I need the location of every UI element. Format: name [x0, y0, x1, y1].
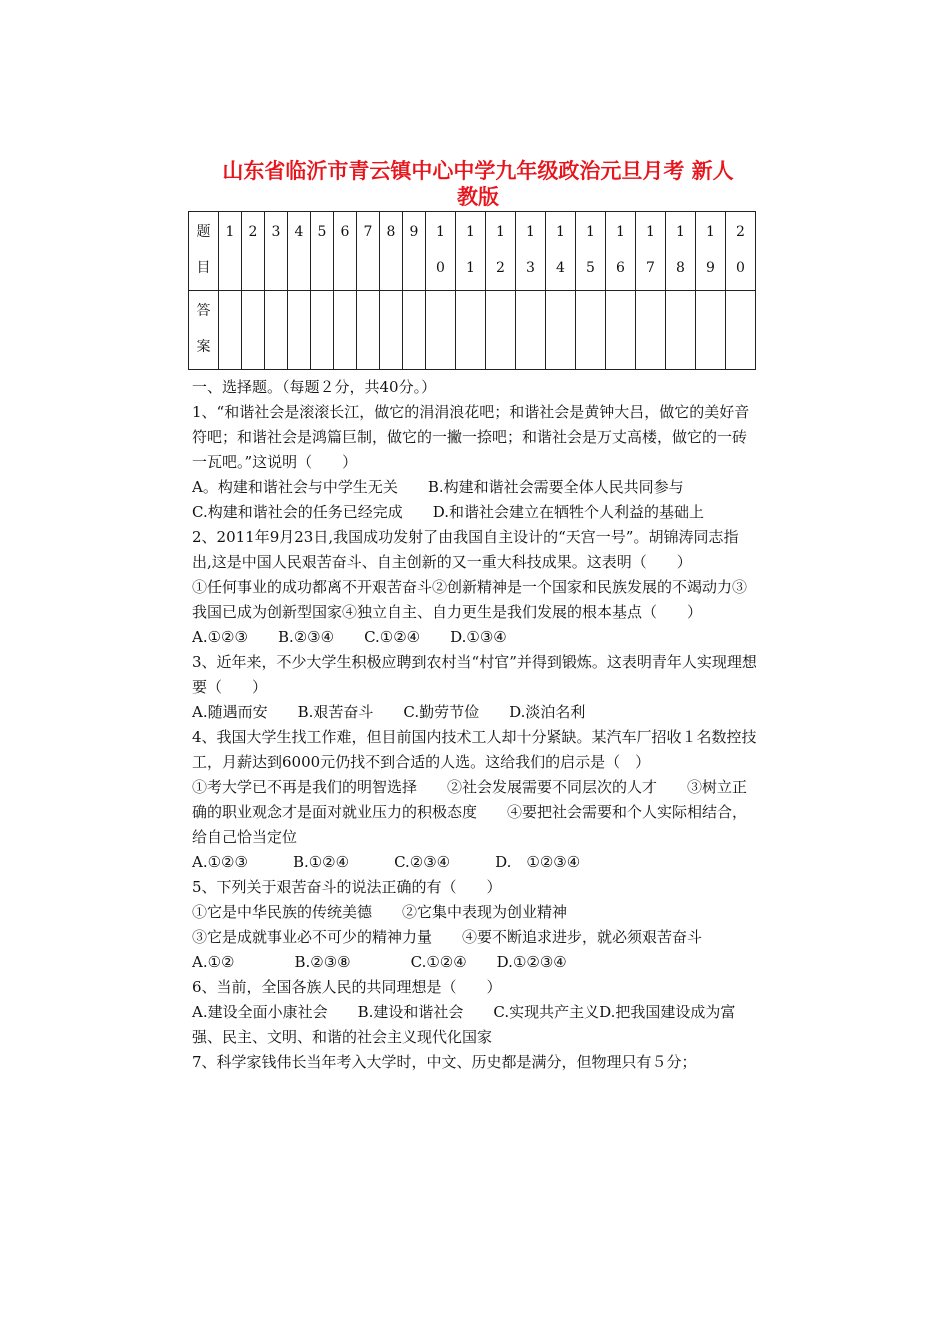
number-digit: 2 — [736, 224, 745, 240]
answer-cell[interactable] — [265, 291, 288, 370]
number-cell — [606, 212, 636, 291]
number-digit: 1 — [496, 224, 505, 240]
number-cell — [288, 212, 311, 291]
number-digit: 1 — [466, 224, 475, 240]
number-digit: 3 — [271, 224, 281, 240]
answer-row — [189, 291, 756, 370]
number-cell — [426, 212, 456, 291]
answer-cell[interactable] — [311, 291, 334, 370]
answer-header-cell — [189, 291, 219, 370]
answer-cell[interactable] — [380, 291, 403, 370]
section-heading: 一、选择题。（每题２分，共40分。） — [192, 378, 437, 396]
number-cell — [636, 212, 666, 291]
title-line-2: 教版 — [457, 185, 499, 209]
question-1: 1、“和谐社会是滚滚长江，做它的涓涓浪花吧；和谐社会是黄钟大吕，做它的美好音符吧；和谐社会是鸿篇巨制，做它的一撇一捺吧；和谐社会是万丈高楼，做它的一砖一瓦吧。”这说明（ ） — [192, 403, 750, 471]
number-digit: 8 — [676, 260, 685, 276]
number-cell — [726, 212, 756, 291]
number-cell — [357, 212, 380, 291]
number-digit: 1 — [526, 224, 535, 240]
question-6-options: A.建设全面小康社会 B.建设和谐社会 C.实现共产主义D.把我国建设成为富强、民主、文明、和谐的社会主义现代化国家 — [192, 1003, 736, 1046]
question-2: 2、2011年9月23日,我国成功发射了由我国自主设计的“天宫一号”。胡锦涛同志指出,这是中国人民艰苦奋斗、自主创新的又一重大科技成果。这表明（ ） — [192, 528, 739, 571]
number-cell — [242, 212, 265, 291]
answer-cell[interactable] — [357, 291, 380, 370]
number-digit: 2 — [248, 224, 258, 240]
answer-table — [188, 211, 756, 370]
question-header-cell — [189, 212, 219, 291]
number-digit: 0 — [736, 260, 745, 276]
number-digit: 0 — [436, 260, 445, 276]
answer-cell[interactable] — [636, 291, 666, 370]
answer-cell[interactable] — [219, 291, 242, 370]
question-5-statements-b: ③它是成就事业必不可少的精神力量 ④要不断追求进步，就必须艰苦奋斗 — [192, 928, 703, 946]
answer-cell[interactable] — [546, 291, 576, 370]
number-digit: 1 — [646, 224, 655, 240]
number-cell — [516, 212, 546, 291]
number-cell — [311, 212, 334, 291]
number-cell — [219, 212, 242, 291]
answer-cell[interactable] — [426, 291, 456, 370]
answer-cell[interactable] — [696, 291, 726, 370]
question-7: 7、科学家钱伟长当年考入大学时，中文、历史都是满分，但物理只有５分； — [192, 1053, 697, 1071]
number-cell — [265, 212, 288, 291]
question-5: 5、下列关于艰苦奋斗的说法正确的有（ ） — [192, 878, 502, 896]
number-digit: 4 — [294, 224, 304, 240]
question-4: 4、我国大学生找工作难，但目前国内技术工人却十分紧缺。某汽车厂招收１名数控技工，月薪达到6000元仍找不到合适的人选。这给我们的启示是（ ） — [192, 728, 757, 771]
number-digit: 7 — [646, 260, 655, 276]
question-5-statements-a: ①它是中华民族的传统美德 ②它集中表现为创业精神 — [192, 903, 568, 921]
question-1-options-cd: C.构建和谐社会的任务已经完成 D.和谐社会建立在牺牲个人利益的基础上 — [192, 503, 704, 521]
header-char: 目 — [196, 260, 211, 276]
number-digit: 9 — [706, 260, 715, 276]
number-digit: 6 — [340, 224, 350, 240]
answer-cell[interactable] — [288, 291, 311, 370]
number-digit: 4 — [556, 260, 565, 276]
number-digit: 5 — [317, 224, 327, 240]
question-3: 3、近年来，不少大学生积极应聘到农村当“村官”并得到锻炼。这表明青年人实现理想要（ ） — [192, 653, 757, 696]
number-digit: 8 — [386, 224, 396, 240]
number-digit: 1 — [676, 224, 685, 240]
answer-cell[interactable] — [666, 291, 696, 370]
question-2-options: A.①②③ B.②③④ C.①②④ D.①③④ — [192, 628, 507, 646]
number-digit: 2 — [496, 260, 505, 276]
question-6: 6、当前，全国各族人民的共同理想是（ ） — [192, 978, 502, 996]
answer-cell[interactable] — [726, 291, 756, 370]
question-2-statements: ①任何事业的成功都离不开艰苦奋斗②创新精神是一个国家和民族发展的不竭动力③我国已成为创新型国家④独立自主、自力更生是我们发展的根本基点（ ） — [192, 578, 748, 621]
answer-cell[interactable] — [242, 291, 265, 370]
header-char: 案 — [196, 339, 211, 355]
number-cell — [380, 212, 403, 291]
number-cell — [546, 212, 576, 291]
number-digit: 5 — [586, 260, 595, 276]
number-cell — [696, 212, 726, 291]
number-digit: 3 — [526, 260, 535, 276]
question-5-options: A.①② B.②③⑧ C.①②④ D.①②③④ — [192, 953, 567, 971]
question-4-options: A.①②③ B.①②④ C.②③④ D. ①②③④ — [192, 853, 581, 871]
number-digit: 1 — [225, 224, 235, 240]
title-line-1: 山东省临沂市青云镇中心中学九年级政治元旦月考 新人 — [222, 159, 734, 183]
answer-cell[interactable] — [403, 291, 426, 370]
number-digit: 1 — [586, 224, 595, 240]
question-1-options-ab: A。构建和谐社会与中学生无关 B.构建和谐社会需要全体人民共同参与 — [192, 478, 684, 496]
question-3-options: A.随遇而安 B.艰苦奋斗 C.勤劳节俭 D.淡泊名利 — [192, 703, 586, 721]
number-digit: 1 — [556, 224, 565, 240]
question-number-row — [189, 212, 756, 291]
answer-cell[interactable] — [456, 291, 486, 370]
number-cell — [576, 212, 606, 291]
number-digit: 1 — [436, 224, 445, 240]
number-digit: 1 — [466, 260, 475, 276]
answer-cell[interactable] — [576, 291, 606, 370]
number-cell — [666, 212, 696, 291]
number-digit: 1 — [616, 224, 625, 240]
number-digit: 6 — [616, 260, 625, 276]
question-4-statements: ①考大学已不再是我们的明智选择 ②社会发展需要不同层次的人才 ③树立正确的职业观念才是面对就业压力的积极态度 ④要把社会需要和个人实际相结合，给自己恰当定位 — [192, 778, 748, 846]
header-char: 答 — [196, 303, 211, 319]
number-cell — [486, 212, 516, 291]
number-cell — [456, 212, 486, 291]
answer-cell[interactable] — [486, 291, 516, 370]
number-cell — [334, 212, 357, 291]
exam-content — [192, 375, 758, 1075]
page-title — [188, 158, 768, 210]
number-digit: 7 — [363, 224, 373, 240]
answer-cell[interactable] — [516, 291, 546, 370]
answer-cell[interactable] — [606, 291, 636, 370]
answer-cell[interactable] — [334, 291, 357, 370]
number-cell — [403, 212, 426, 291]
header-char: 题 — [196, 224, 211, 240]
number-digit: 1 — [706, 224, 715, 240]
number-digit: 9 — [409, 224, 419, 240]
